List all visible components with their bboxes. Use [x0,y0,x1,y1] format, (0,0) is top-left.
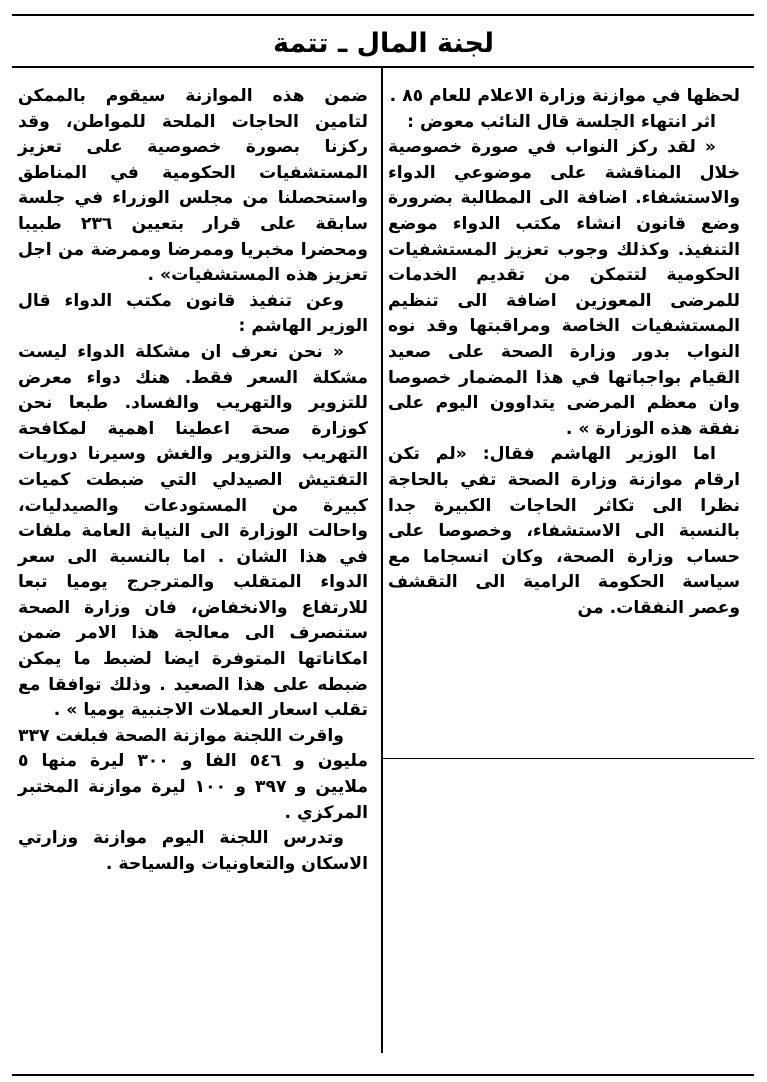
paragraph: « لقد ركز النواب في صورة خصوصية خلال المناقشة على موضوعي الدواء والاستشفاء. اضافة الى المطالبة بضرورة وضع قانون انشاء مكتب الدواء موضع التنفيذ. وكذلك وجوب تعزيز المستشفيات الحكومية لتتمكن من تقديم الخدمات للمرضى المعوزين اضافة الى تنظيم المستشفيات الخاصة ومراقبتها وقد نوه النواب بدور وزارة الصحة على صعيد القيام بواجباتها في هذا المضمار خصوصا وان معظم المرضى يتداوون اليوم على نفقة هذه الوزارة » . [388,137,740,439]
left-column [18,84,368,877]
paragraph: ضمن هذه الموازنة سيقوم بالممكن لتامين الحاجات الملحة للمواطن، وقد ركزنا بصورة خصوصية على تعزيز المستشفيات الحكومية في المناطق واستحصلنا من مجلس الوزراء في جلسة سابقة على قرار بتعيين ٢٣٦ طبيبا ومحضرا مخبريا وممرضا وممرضة من اجل تعزيز هذه المستشفيات» . [18,86,368,286]
paragraph: وتدرس اللجنة اليوم موازنة وزارتي الاسكان والتعاونيات والسياحة . [18,828,368,874]
paragraph: اما الوزير الهاشم فقال: «لم تكن ارقام موازنة وزارة الصحة تفي بالحاجة نظرا الى تكاثر الحاجات الكبيرة جدا بالنسبة الى الاستشفاء، وخصوصا على حساب وزارة الصحة، وكان انسجاما مع سياسة الحكومة الرامية الى التقشف وعصر النفقات. من [388,444,740,618]
paragraph: اثر انتهاء الجلسة قال النائب معوض : [407,111,716,132]
title-underline [12,66,754,68]
right-column [388,84,740,621]
bottom-rule [12,1074,754,1076]
paragraph: « نحن نعرف ان مشكلة الدواء ليست مشكلة السعر فقط. هنك دواء معرض للتزوير والتهريب والفساد. طبعا نحن كوزارة صحة اعطينا اهمية لمكافحة التهريب والتزوير والغش وسيرنا دوريات التفتيش الصيدلي التي ضبطت كميات كبيرة من المستودعات والصيدليات، واحالت الوزارة الى النيابة العامة ملفات في هذا الشان . اما بالنسبة الى سعر الدواء المتقلب والمترجرج يوميا تبعا للارتفاع والانخفاض، فان وزارة الصحة ستنصرف الى معالجة هذا الامر ضمن امكاناتها المتوفرة ايضا لضبط ما يمكن ضبطه على هذا الصعيد . وذلك توافقا مع تقلب اسعار العملات الاجنبية يوميا » . [18,341,368,721]
column-divider [381,68,383,1053]
paragraph: لحظها في موازنة وزارة الاعلام للعام ٨٥ . [389,86,740,106]
top-rule [12,14,754,16]
paragraph: واقرت اللجنة موازنة الصحة فبلغت ٣٣٧ مليون و ٥٤٦ الفا و ٣٠٠ ليرة منها ٥ ملايين و ٣٩٧ و ١٠٠ ليرة موازنة المختبر المركزي . [18,725,368,823]
article-title: لجنة المال ـ تتمة [272,28,495,59]
right-column-end-rule [383,758,754,759]
paragraph: وعن تنفيذ قانون مكتب الدواء قال الوزير الهاشم : [18,290,368,337]
